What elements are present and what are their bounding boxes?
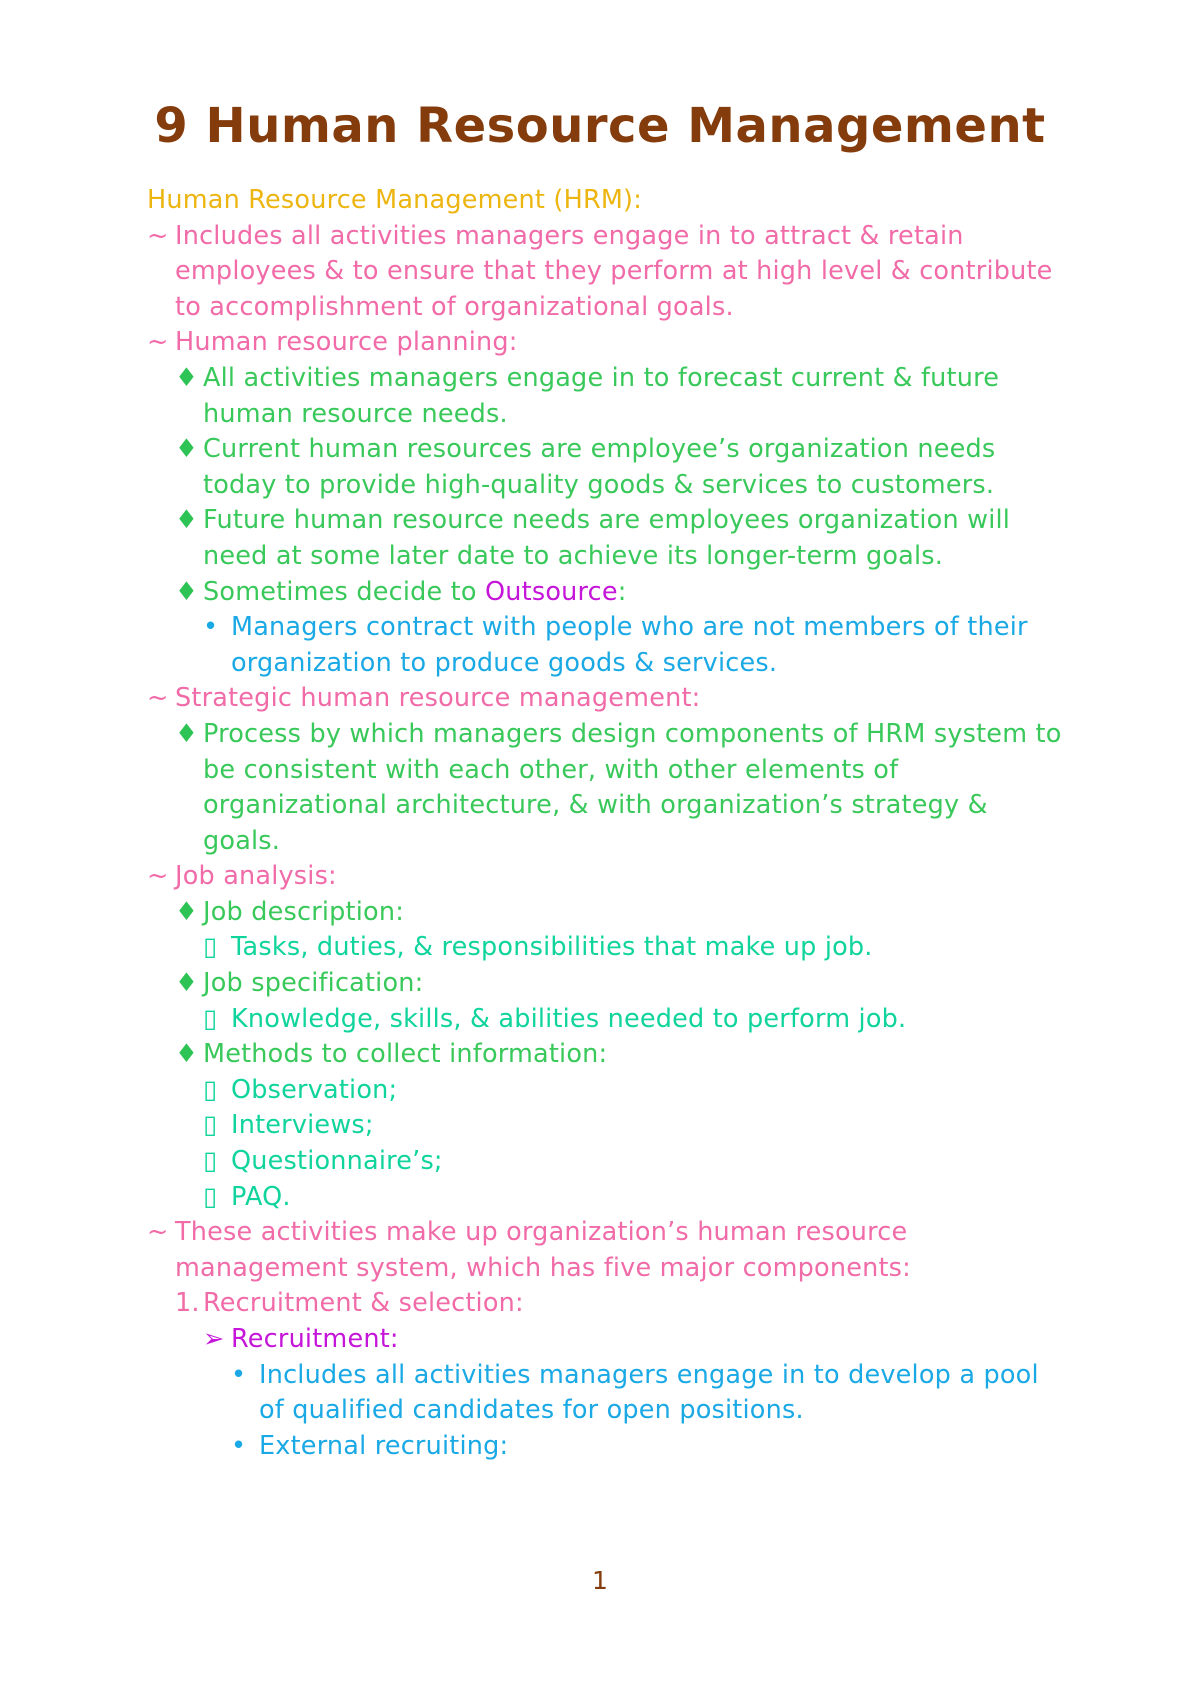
list-item <box>147 575 1067 611</box>
list-item <box>147 1286 1067 1322</box>
method-questionnaires: Questionnaire’s; <box>231 1146 443 1177</box>
list-item <box>147 432 1067 503</box>
job-description-point: Tasks, duties, & responsibilities that make up job. <box>231 932 873 963</box>
tilde-marker: ~ <box>147 861 169 892</box>
document-body <box>147 183 1067 1464</box>
recruitment-selection-heading: Recruitment & selection: <box>203 1288 524 1319</box>
list-item <box>147 1037 1067 1073</box>
box-icon: ▯ <box>203 1146 218 1177</box>
list-item <box>147 1144 1067 1180</box>
list-item <box>147 966 1067 1002</box>
method-interviews: Interviews; <box>231 1110 374 1141</box>
box-icon: ▯ <box>203 1003 218 1034</box>
diamond-icon: ♦ <box>175 1039 199 1070</box>
methods-heading: Methods to collect information: <box>203 1039 608 1070</box>
list-item <box>147 503 1067 574</box>
outsource-suffix: : <box>617 576 627 607</box>
list-item <box>147 1108 1067 1144</box>
hrm-term: Human Resource Management <box>147 185 546 215</box>
outsource-prefix: Sometimes decide to <box>203 576 485 607</box>
box-icon: ▯ <box>203 932 218 963</box>
hr-planning-point-1: All activities managers engage in to forecast current & future human resource needs. <box>203 362 1000 429</box>
job-description-heading: Job description: <box>203 896 404 927</box>
list-item <box>147 1073 1067 1109</box>
bullet-icon: • <box>203 612 219 643</box>
job-specification-heading: Job specification: <box>203 968 424 999</box>
hr-planning-heading: Human resource planning: <box>175 327 518 358</box>
diamond-icon: ♦ <box>175 896 199 927</box>
hr-planning-point-2: Current human resources are employee’s organization needs today to provide high-quality goods & services to customers. <box>203 434 996 500</box>
list-item <box>147 930 1067 966</box>
method-paq: PAQ. <box>231 1181 291 1212</box>
list-item <box>147 681 1067 717</box>
box-icon: ▯ <box>203 1074 218 1105</box>
outsource-definition: Managers contract with people who are not members of their organization to produce goods & services. <box>231 612 1028 678</box>
diamond-icon: ♦ <box>175 505 199 536</box>
page-number: 1 <box>592 1566 608 1595</box>
bullet-icon: • <box>231 1359 247 1390</box>
strategic-point-1: Process by which managers design components of HRM system to be consistent with each other, with other elements of organizational architecture, & with organization’s strategy & goals. <box>203 718 1062 856</box>
list-item <box>147 1429 1067 1465</box>
box-icon: ▯ <box>203 1110 218 1141</box>
arrow-icon: ➢ <box>203 1324 225 1354</box>
hrm-suffix: (HRM): <box>545 185 642 215</box>
method-observation: Observation; <box>231 1074 398 1105</box>
strategic-heading: Strategic human resource management: <box>175 683 701 714</box>
list-item <box>147 1322 1067 1358</box>
list-item <box>147 895 1067 931</box>
tilde-marker: ~ <box>147 327 169 358</box>
diamond-icon: ♦ <box>175 434 199 465</box>
list-item <box>147 717 1067 859</box>
recruitment-heading: Recruitment: <box>231 1324 399 1354</box>
hrm-heading <box>147 183 1067 219</box>
job-analysis-heading: Job analysis: <box>175 861 337 892</box>
tilde-marker: ~ <box>147 220 169 251</box>
list-item <box>147 361 1067 432</box>
number-marker: 1. <box>175 1288 200 1319</box>
list-item <box>147 1215 1067 1286</box>
list-item <box>147 219 1067 326</box>
external-recruiting-heading: External recruiting: <box>259 1430 509 1461</box>
list-item <box>147 610 1067 681</box>
recruitment-definition: Includes all activities managers engage in to develop a pool of qualified candidates for open positions. <box>259 1359 1039 1426</box>
list-item <box>147 1002 1067 1038</box>
job-specification-point: Knowledge, skills, & abilities needed to perform job. <box>231 1003 907 1034</box>
tilde-marker: ~ <box>147 1217 169 1248</box>
tilde-marker: ~ <box>147 683 169 714</box>
list-item <box>147 1180 1067 1216</box>
bullet-icon: • <box>231 1430 247 1461</box>
system-statement: These activities make up organization’s human resource management system, which has five major components: <box>175 1217 911 1283</box>
list-item <box>147 325 1067 361</box>
hr-planning-point-3: Future human resource needs are employees organization will need at some later date to achieve its longer-term goals. <box>203 505 1011 571</box>
diamond-icon: ♦ <box>175 718 199 749</box>
outsource-term: Outsource <box>485 576 618 607</box>
list-item <box>147 859 1067 895</box>
hrm-definition: Includes all activities managers engage in to attract & retain employees & to ensure that they perform at high level & contribute to accomplishment of organizational goals. <box>175 220 1053 322</box>
diamond-icon: ♦ <box>175 968 199 999</box>
diamond-icon: ♦ <box>175 362 199 393</box>
page-title: 9 Human Resource Management <box>154 98 1046 154</box>
box-icon: ▯ <box>203 1181 218 1212</box>
diamond-icon: ♦ <box>175 576 199 607</box>
list-item <box>147 1358 1067 1429</box>
